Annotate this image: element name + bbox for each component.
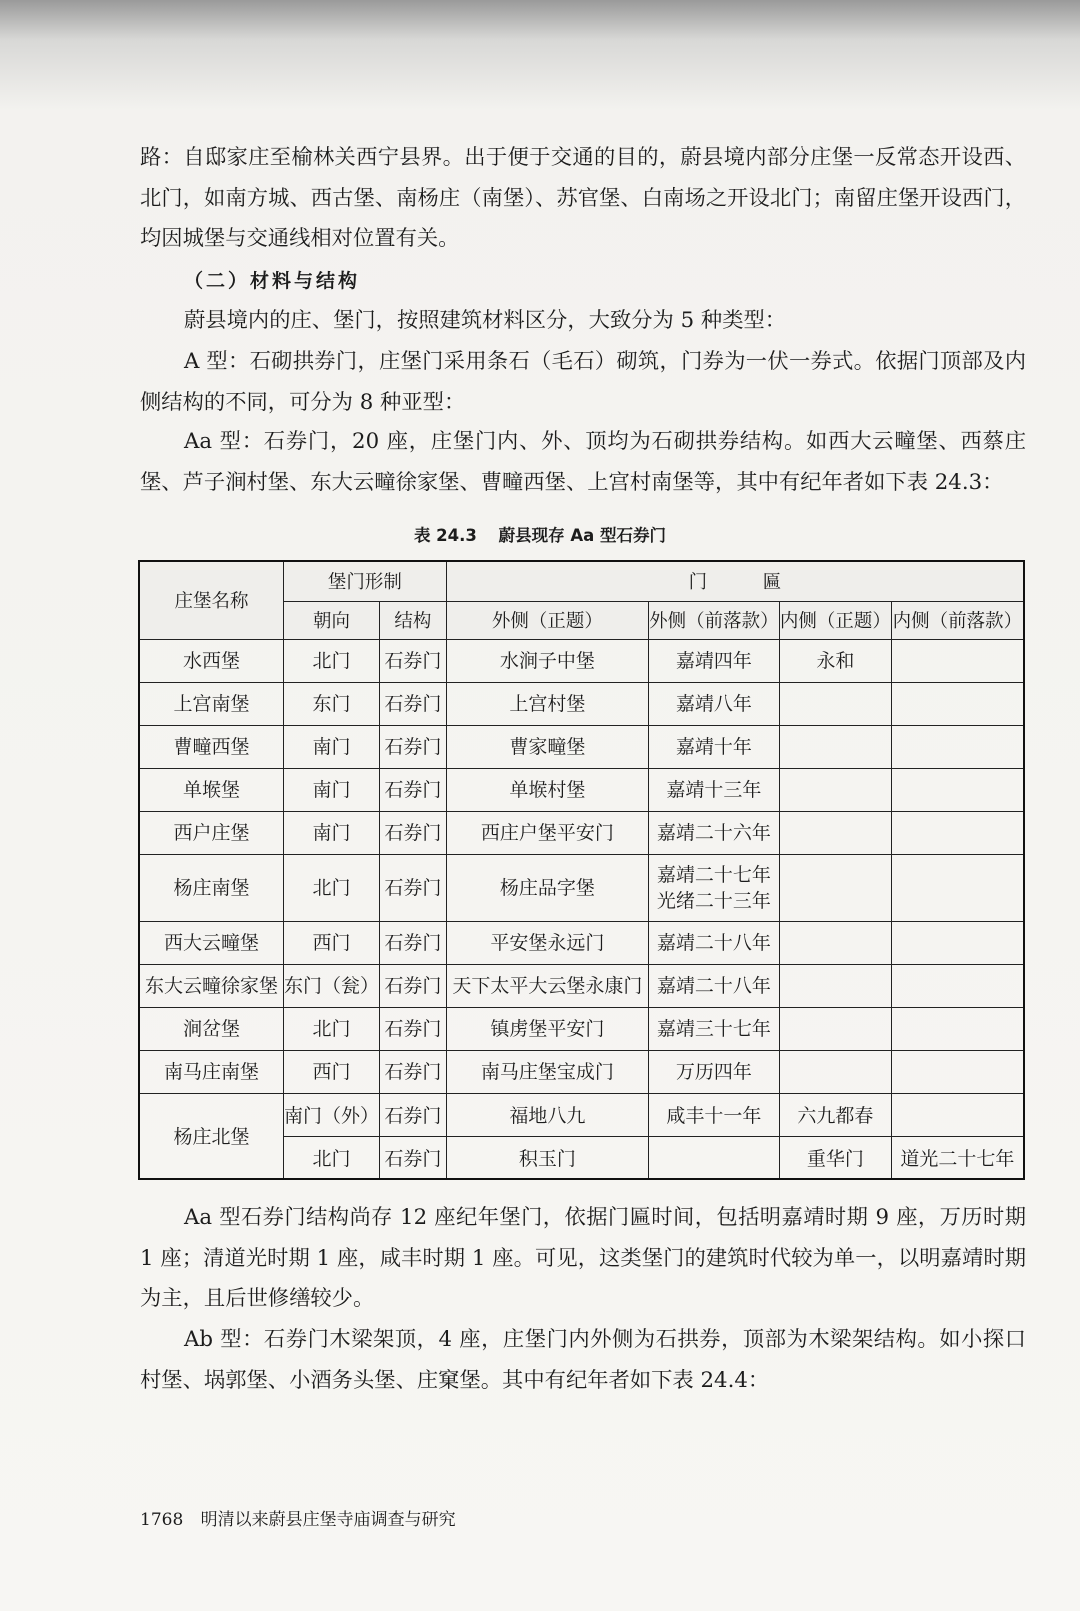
- cell-inner-main: [779, 811, 891, 854]
- cell-name: 上宫南堡: [139, 682, 283, 725]
- cell-outer-inscription: 嘉靖八年: [648, 682, 779, 725]
- cell-outer-inscription: 嘉靖二十八年: [648, 921, 779, 964]
- cell-structure: 石券门: [380, 1093, 447, 1136]
- cell-inner-inscription: [891, 768, 1024, 811]
- cell-outer-inscription: 咸丰十一年: [648, 1093, 779, 1136]
- cell-structure: 石券门: [380, 725, 447, 768]
- header-inner-inscription: 内侧（前落款）: [891, 601, 1024, 639]
- cell-structure: 石券门: [380, 921, 447, 964]
- cell-inner-main: [779, 921, 891, 964]
- cell-outer-main: 单堠村堡: [446, 768, 648, 811]
- cell-outer-inscription: 嘉靖四年: [648, 639, 779, 682]
- cell-outer-inscription: 嘉靖十三年: [648, 768, 779, 811]
- table-row: [139, 725, 1024, 768]
- cell-inner-inscription: 道光二十七年: [891, 1136, 1024, 1179]
- table-row: [139, 768, 1024, 811]
- header-form: 堡门形制: [283, 561, 446, 601]
- table-row: [139, 854, 1024, 921]
- cell-inner-main: 重华门: [779, 1136, 891, 1179]
- cell-inner-main: [779, 854, 891, 921]
- cell-direction: 北门: [283, 854, 379, 921]
- aa-stone-gate-table: [138, 560, 1025, 1180]
- cell-direction: 东门（瓮）: [283, 964, 379, 1007]
- cell-name: 涧岔堡: [139, 1007, 283, 1050]
- cell-inner-inscription: [891, 854, 1024, 921]
- table-caption: [0, 522, 1080, 546]
- cell-inner-inscription: [891, 1050, 1024, 1093]
- table-row: [139, 1050, 1024, 1093]
- cell-outer-main: 南马庄堡宝成门: [446, 1050, 648, 1093]
- paragraph-aa-summary: Aa 型石券门结构尚存 12 座纪年堡门，依据门匾时间，包括明嘉靖时期 9 座，万历时期 1 座；清道光时期 1 座，咸丰时期 1 座。可见，这类堡门的建筑时代较为单一，以明嘉靖时期为主，且后世修缮较少。: [140, 1205, 1026, 1311]
- cell-outer-inscription: 嘉靖三十七年: [648, 1007, 779, 1050]
- header-outer-inscription: 外侧（前落款）: [648, 601, 779, 639]
- paragraph-types-intro: 蔚县境内的庄、堡门，按照建筑材料区分，大致分为 5 种类型：: [184, 308, 787, 333]
- cell-name: 杨庄北堡: [139, 1093, 283, 1179]
- cell-direction: 南门（外）: [283, 1093, 379, 1136]
- table-row: [139, 811, 1024, 854]
- cell-outer-main: 西庄户堡平安门: [446, 811, 648, 854]
- cell-structure: 石券门: [380, 768, 447, 811]
- cell-inner-main: 永和: [779, 639, 891, 682]
- cell-name: 曹疃西堡: [139, 725, 283, 768]
- cell-structure: 石券门: [380, 964, 447, 1007]
- cell-outer-main: 杨庄品字堡: [446, 854, 648, 921]
- header-outer-main: 外侧（正题）: [446, 601, 648, 639]
- cell-outer-main: 天下太平大云堡永康门: [446, 964, 648, 1007]
- cell-structure: 石券门: [380, 1050, 447, 1093]
- paragraph-type-ab: Ab 型：石券门木梁架顶，4 座，庄堡门内外侧为石拱券，顶部为木梁架结构。如小探口村堡、埚郭堡、小酒务头堡、庄窠堡。其中有纪年者如下表 24.4：: [140, 1327, 1026, 1393]
- cell-outer-main: 镇虏堡平安门: [446, 1007, 648, 1050]
- cell-outer-main: 上宫村堡: [446, 682, 648, 725]
- cell-inner-inscription: [891, 639, 1024, 682]
- cell-name: 水西堡: [139, 639, 283, 682]
- cell-inner-inscription: [891, 1007, 1024, 1050]
- cell-name: 西大云疃堡: [139, 921, 283, 964]
- table-title: 蔚县现存 Aa 型石券门: [498, 526, 667, 545]
- cell-name: 杨庄南堡: [139, 854, 283, 921]
- cell-inner-inscription: [891, 964, 1024, 1007]
- cell-inner-main: [779, 682, 891, 725]
- cell-structure: 石券门: [380, 1007, 447, 1050]
- table-number: 表 24.3: [413, 526, 477, 545]
- cell-outer-main: 水涧子中堡: [446, 639, 648, 682]
- paragraph-type-a: A 型：石砌拱券门，庄堡门采用条石（毛石）砌筑，门券为一伏一券式。依据门顶部及内侧结构的不同，可分为 8 种亚型：: [140, 349, 1026, 415]
- header-direction: 朝向: [283, 601, 379, 639]
- cell-inner-main: [779, 1050, 891, 1093]
- header-inner-main: 内侧（正题）: [779, 601, 891, 639]
- cell-outer-main: 曹家疃堡: [446, 725, 648, 768]
- table-row: [139, 964, 1024, 1007]
- cell-inner-main: [779, 1007, 891, 1050]
- cell-direction: 北门: [283, 1007, 379, 1050]
- header-plaque: 门 匾: [446, 561, 1024, 601]
- cell-outer-inscription: 嘉靖十年: [648, 725, 779, 768]
- cell-structure: 石券门: [380, 811, 447, 854]
- cell-inner-main: 六九都春: [779, 1093, 891, 1136]
- header-structure: 结构: [380, 601, 447, 639]
- cell-structure: 石券门: [380, 1136, 447, 1179]
- cell-structure: 石券门: [380, 854, 447, 921]
- cell-direction: 西门: [283, 1050, 379, 1093]
- cell-inner-inscription: [891, 725, 1024, 768]
- cell-inner-inscription: [891, 811, 1024, 854]
- paragraph-transport: 路：自邸家庄至榆林关西宁县界。出于便于交通的目的，蔚县境内部分庄堡一反常态开设西、北门，如南方城、西古堡、南杨庄（南堡）、苏官堡、白南场之开设北门；南留庄堡开设西门，均因城堡与交通线相对位置有关。: [140, 145, 1026, 251]
- cell-outer-inscription: 万历四年: [648, 1050, 779, 1093]
- cell-outer-main: 平安堡永远门: [446, 921, 648, 964]
- cell-outer-inscription: 嘉靖二十七年 光绪二十三年: [648, 854, 779, 921]
- cell-outer-main: 福地八九: [446, 1093, 648, 1136]
- cell-inner-inscription: [891, 1093, 1024, 1136]
- book-title: 明清以来蔚县庄堡寺庙调查与研究: [200, 1510, 456, 1530]
- cell-inner-inscription: [891, 921, 1024, 964]
- cell-structure: 石券门: [380, 682, 447, 725]
- table-row: [139, 1007, 1024, 1050]
- cell-inner-inscription: [891, 682, 1024, 725]
- cell-inner-main: [779, 768, 891, 811]
- header-name: 庄堡名称: [139, 561, 283, 639]
- table-row: [139, 921, 1024, 964]
- cell-direction: 南门: [283, 725, 379, 768]
- cell-outer-inscription: 嘉靖二十八年: [648, 964, 779, 1007]
- cell-outer-main: 积玉门: [446, 1136, 648, 1179]
- cell-outer-inscription: [648, 1136, 779, 1179]
- page-footer: [140, 1505, 456, 1530]
- cell-direction: 北门: [283, 639, 379, 682]
- cell-direction: 东门: [283, 682, 379, 725]
- cell-outer-inscription: 嘉靖二十六年: [648, 811, 779, 854]
- section-subheading: （二）材料与结构: [184, 270, 361, 292]
- cell-direction: 南门: [283, 768, 379, 811]
- table-row: [139, 682, 1024, 725]
- cell-direction: 南门: [283, 811, 379, 854]
- cell-name: 单堠堡: [139, 768, 283, 811]
- table-row: [139, 1093, 1024, 1136]
- paragraph-type-aa: Aa 型：石券门，20 座，庄堡门内、外、顶均为石砌拱券结构。如西大云疃堡、西蔡庄堡、芦子涧村堡、东大云疃徐家堡、曹疃西堡、上宫村南堡等，其中有纪年者如下表 24.3：: [140, 429, 1026, 495]
- cell-direction: 北门: [283, 1136, 379, 1179]
- cell-name: 东大云疃徐家堡: [139, 964, 283, 1007]
- page-number: 1768: [140, 1510, 184, 1530]
- cell-name: 西户庄堡: [139, 811, 283, 854]
- cell-structure: 石券门: [380, 639, 447, 682]
- cell-direction: 西门: [283, 921, 379, 964]
- cell-name: 南马庄南堡: [139, 1050, 283, 1093]
- cell-inner-main: [779, 964, 891, 1007]
- table-row: [139, 639, 1024, 682]
- cell-inner-main: [779, 725, 891, 768]
